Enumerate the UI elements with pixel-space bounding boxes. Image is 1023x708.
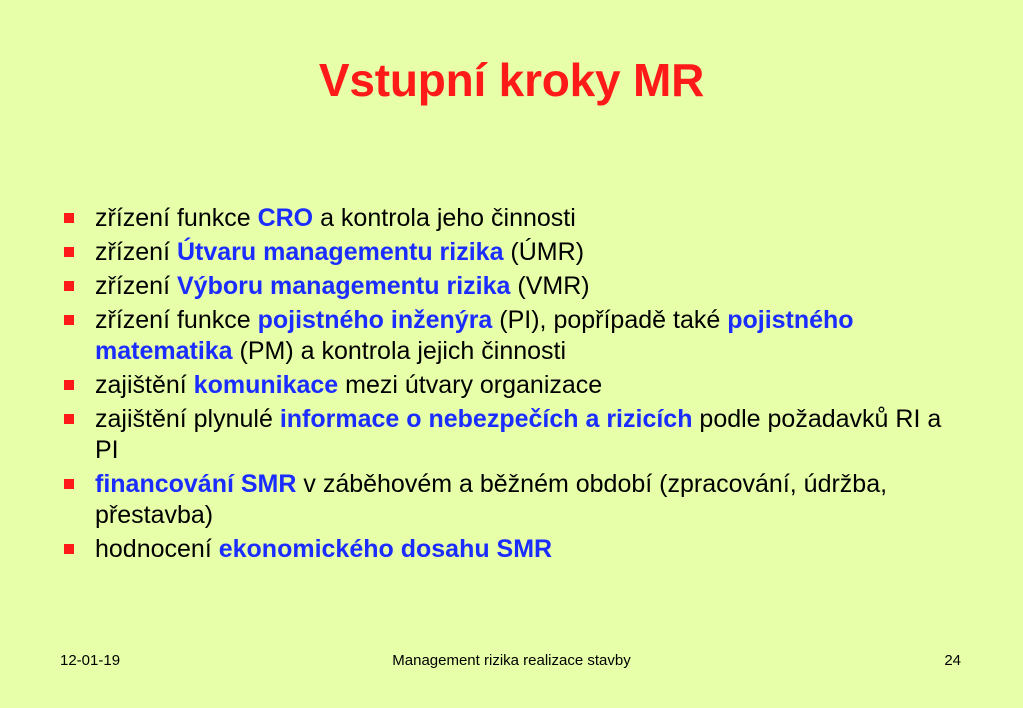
bullet-text-middle: (PI), popřípadě také: [492, 306, 728, 334]
bullet-item: [60, 404, 960, 466]
bullet-highlight: komunikace: [193, 371, 339, 399]
bullet-highlight: pojistného inženýra: [257, 306, 493, 334]
bullet-text-before: zřízení: [95, 272, 177, 300]
bullet-item: [60, 271, 960, 302]
square-bullet-icon: [64, 315, 74, 325]
bullet-highlight: financování SMR: [95, 470, 297, 498]
bullet-list: [60, 203, 960, 568]
bullet-text-after: (VMR): [510, 272, 590, 300]
bullet-text-before: zajištění: [95, 371, 194, 399]
bullet-text-after: a kontrola jeho činnosti: [313, 204, 576, 232]
bullet-text-after: v záběhovém a běžném období (zpracování, údržba, přestavba): [95, 470, 888, 529]
square-bullet-icon: [64, 479, 74, 489]
bullet-text-before: zřízení funkce: [95, 204, 258, 232]
bullet-text-after: (ÚMR): [503, 238, 585, 266]
bullet-highlight: CRO: [257, 204, 314, 232]
bullet-highlight: ekonomického dosahu SMR: [218, 535, 553, 563]
bullet-text-before: hodnocení: [95, 535, 219, 563]
bullet-text-after: (PM) a kontrola jejich činnosti: [232, 337, 567, 365]
bullet-text-before: zajištění plynulé: [95, 405, 280, 433]
bullet-item: [60, 203, 960, 234]
square-bullet-icon: [64, 213, 74, 223]
footer-title: Management rizika realizace stavby: [392, 652, 631, 669]
square-bullet-icon: [64, 414, 74, 424]
bullet-highlight: Výboru managementu rizika: [176, 272, 511, 300]
square-bullet-icon: [64, 247, 74, 257]
square-bullet-icon: [64, 380, 74, 390]
bullet-item: [60, 237, 960, 268]
bullet-highlight: Útvaru managementu rizika: [176, 238, 504, 266]
bullet-item: [60, 534, 960, 565]
bullet-text-before: zřízení: [95, 238, 177, 266]
slide-title: Vstupní kroky MR: [318, 54, 705, 106]
bullet-item: [60, 469, 960, 531]
bullet-highlight: pojistného matematika: [95, 306, 854, 365]
square-bullet-icon: [64, 281, 74, 291]
bullet-item: [60, 305, 960, 367]
page-number: 24: [944, 652, 961, 669]
bullet-text-before: zřízení funkce: [95, 306, 258, 334]
footer-date: 12-01-19: [60, 652, 121, 669]
bullet-item: [60, 370, 960, 401]
bullet-highlight: informace o nebezpečích a rizicích: [279, 405, 693, 433]
square-bullet-icon: [64, 544, 74, 554]
bullet-text-after: podle požadavků RI a PI: [95, 405, 942, 464]
bullet-text-after: mezi útvary organizace: [338, 371, 603, 399]
